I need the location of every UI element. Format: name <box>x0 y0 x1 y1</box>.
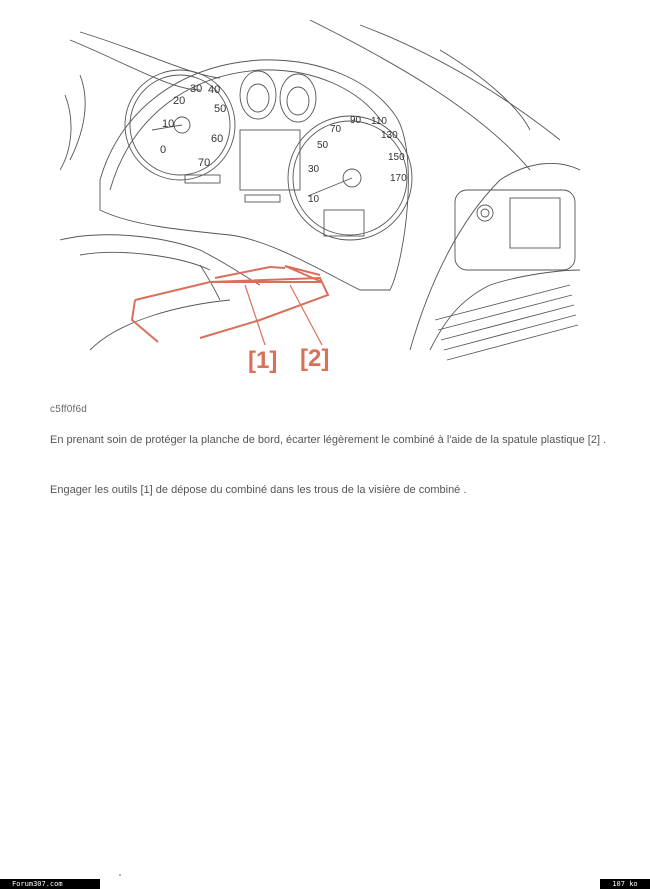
left-tick-0: 0 <box>160 144 167 156</box>
dashboard-illustration <box>60 20 620 380</box>
instruction-paragraph-2: Engager les outils [1] de dépose du combiné dans les trous de la visière de combiné . <box>50 484 467 496</box>
left-tick-50: 50 <box>214 103 227 115</box>
left-tick-70: 70 <box>198 157 211 169</box>
right-tick-50: 50 <box>317 140 329 151</box>
right-tick-30: 30 <box>308 164 320 175</box>
right-tick-70: 70 <box>330 124 342 135</box>
right-gauge-ticks <box>308 115 407 205</box>
right-tick-130: 130 <box>381 130 398 141</box>
left-gauge-ticks <box>160 83 226 169</box>
left-tick-20: 20 <box>173 95 186 107</box>
left-tick-40: 40 <box>208 84 221 96</box>
callout-2: [2] <box>300 345 330 372</box>
footer-size-label: 107 ko <box>600 879 650 889</box>
callout-1: [1] <box>248 347 278 374</box>
right-tick-90: 90 <box>350 115 362 126</box>
right-tick-170: 170 <box>390 173 407 184</box>
left-tick-60: 60 <box>211 133 224 145</box>
right-tick-150: 150 <box>388 152 405 163</box>
instruction-paragraph-1: En prenant soin de protéger la planche de bord, écarter légèrement le combiné à l'aide de la spatule plastique [2] . <box>50 434 607 446</box>
right-tick-10: 10 <box>308 194 320 205</box>
dashboard-line-art <box>60 20 580 360</box>
document-code: c5ff0f6d <box>50 404 88 415</box>
right-tick-110: 110 <box>371 116 387 127</box>
left-tick-10: 10 <box>162 118 175 130</box>
tool-highlight <box>132 266 328 345</box>
footer-site-label: Forum307.com <box>0 879 100 889</box>
scan-speck <box>119 874 121 876</box>
left-tick-30: 30 <box>190 83 203 95</box>
